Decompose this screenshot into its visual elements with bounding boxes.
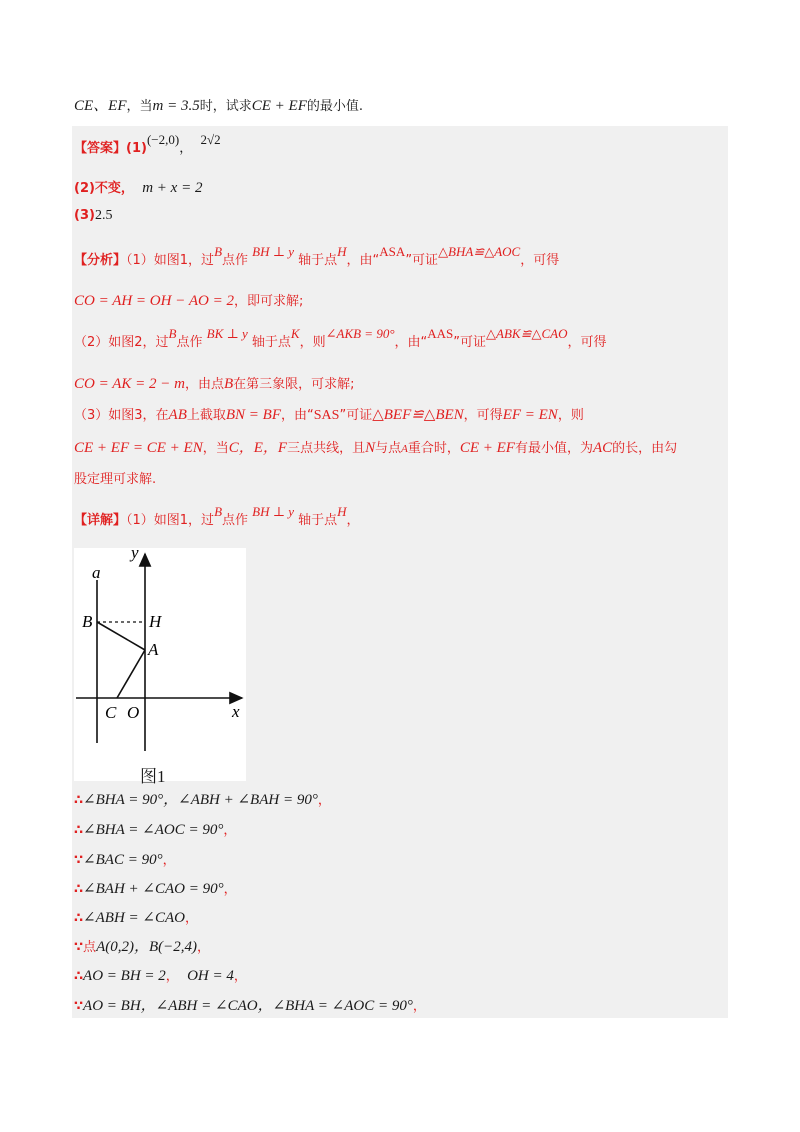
analysis-line-2: CO = AH = OH − AO = 2，即可求解; — [74, 293, 304, 309]
figure-1-diagram — [74, 548, 246, 781]
step-5: ∴∠ABH = ∠CAO， — [74, 910, 198, 926]
analysis-line-5: （3）如图3，在AB上截取BN = BF，由“SAS”可证△BEF≌△BEN，可得EF = EN，则 — [74, 407, 584, 423]
step-4: ∴∠BAH + ∠CAO = 90°， — [74, 881, 237, 897]
point-c-label: C — [105, 703, 117, 722]
analysis-line-4: CO = AK = 2 − m，由点B在第三象限，可求解; — [74, 376, 355, 392]
analysis-line-3: （2）如图2，过B点作 BK ⊥ y 轴于点K，则∠AKB = 90°，由“AAS”可证△ABK≌△CAO，可得 — [74, 326, 607, 350]
analysis-line-1: 【分析】（1）如图1，过B点作 BH ⊥ y 轴于点H，由“ASA”可证△BHA≌△AOC，可得 — [74, 244, 560, 268]
figure-1 — [74, 548, 246, 781]
a-label: a — [92, 563, 101, 582]
point-a-label: A — [148, 640, 159, 659]
step-1: ∴∠BHA = 90°，∠ABH + ∠BAH = 90°， — [74, 792, 331, 808]
detail-tag: 【详解】 — [74, 513, 127, 528]
origin-label: O — [127, 703, 140, 722]
answer-line-1: 【答案】(1)(−2,0)， 2√2 — [74, 132, 221, 156]
segment-ba — [97, 622, 145, 650]
point-h-label: H — [149, 612, 162, 631]
answer-tag: 【答案】 — [74, 141, 127, 156]
analysis-tag: 【分析】 — [74, 253, 127, 268]
step-3: ∵∠BAC = 90°， — [74, 852, 176, 868]
answer-line-3: (3)2.5 — [74, 208, 113, 223]
step-2: ∴∠BHA = ∠AOC = 90°， — [74, 822, 237, 838]
x-label: x — [232, 702, 240, 721]
answer-line-2: (2)不变， m + x = 2 — [74, 180, 203, 196]
figure-caption: 图1 — [140, 767, 166, 786]
y-label: y — [131, 548, 139, 562]
point-b-label: B — [82, 612, 93, 631]
step-7: ∴AO = BH = 2， OH = 4， — [74, 968, 247, 984]
analysis-line-6: CE + EF = CE + EN，当C，E，F三点共线，且N与点A重合时，CE + EF有最小值，为AC的长，由勾 — [74, 440, 678, 456]
detail-line-1: 【详解】（1）如图1，过B点作 BH ⊥ y 轴于点H， — [74, 504, 360, 528]
step-8: ∵AO = BH，∠ABH = ∠CAO，∠BHA = ∠AOC = 90°， — [74, 998, 426, 1014]
question-tail: CE、EF，当m = 3.5时，试求CE + EF的最小值. — [74, 98, 364, 114]
analysis-line-7: 股定理可求解. — [74, 472, 157, 487]
step-6: ∵点A(0,2)，B(−2,4)， — [74, 939, 211, 955]
segment-ac — [117, 650, 145, 698]
